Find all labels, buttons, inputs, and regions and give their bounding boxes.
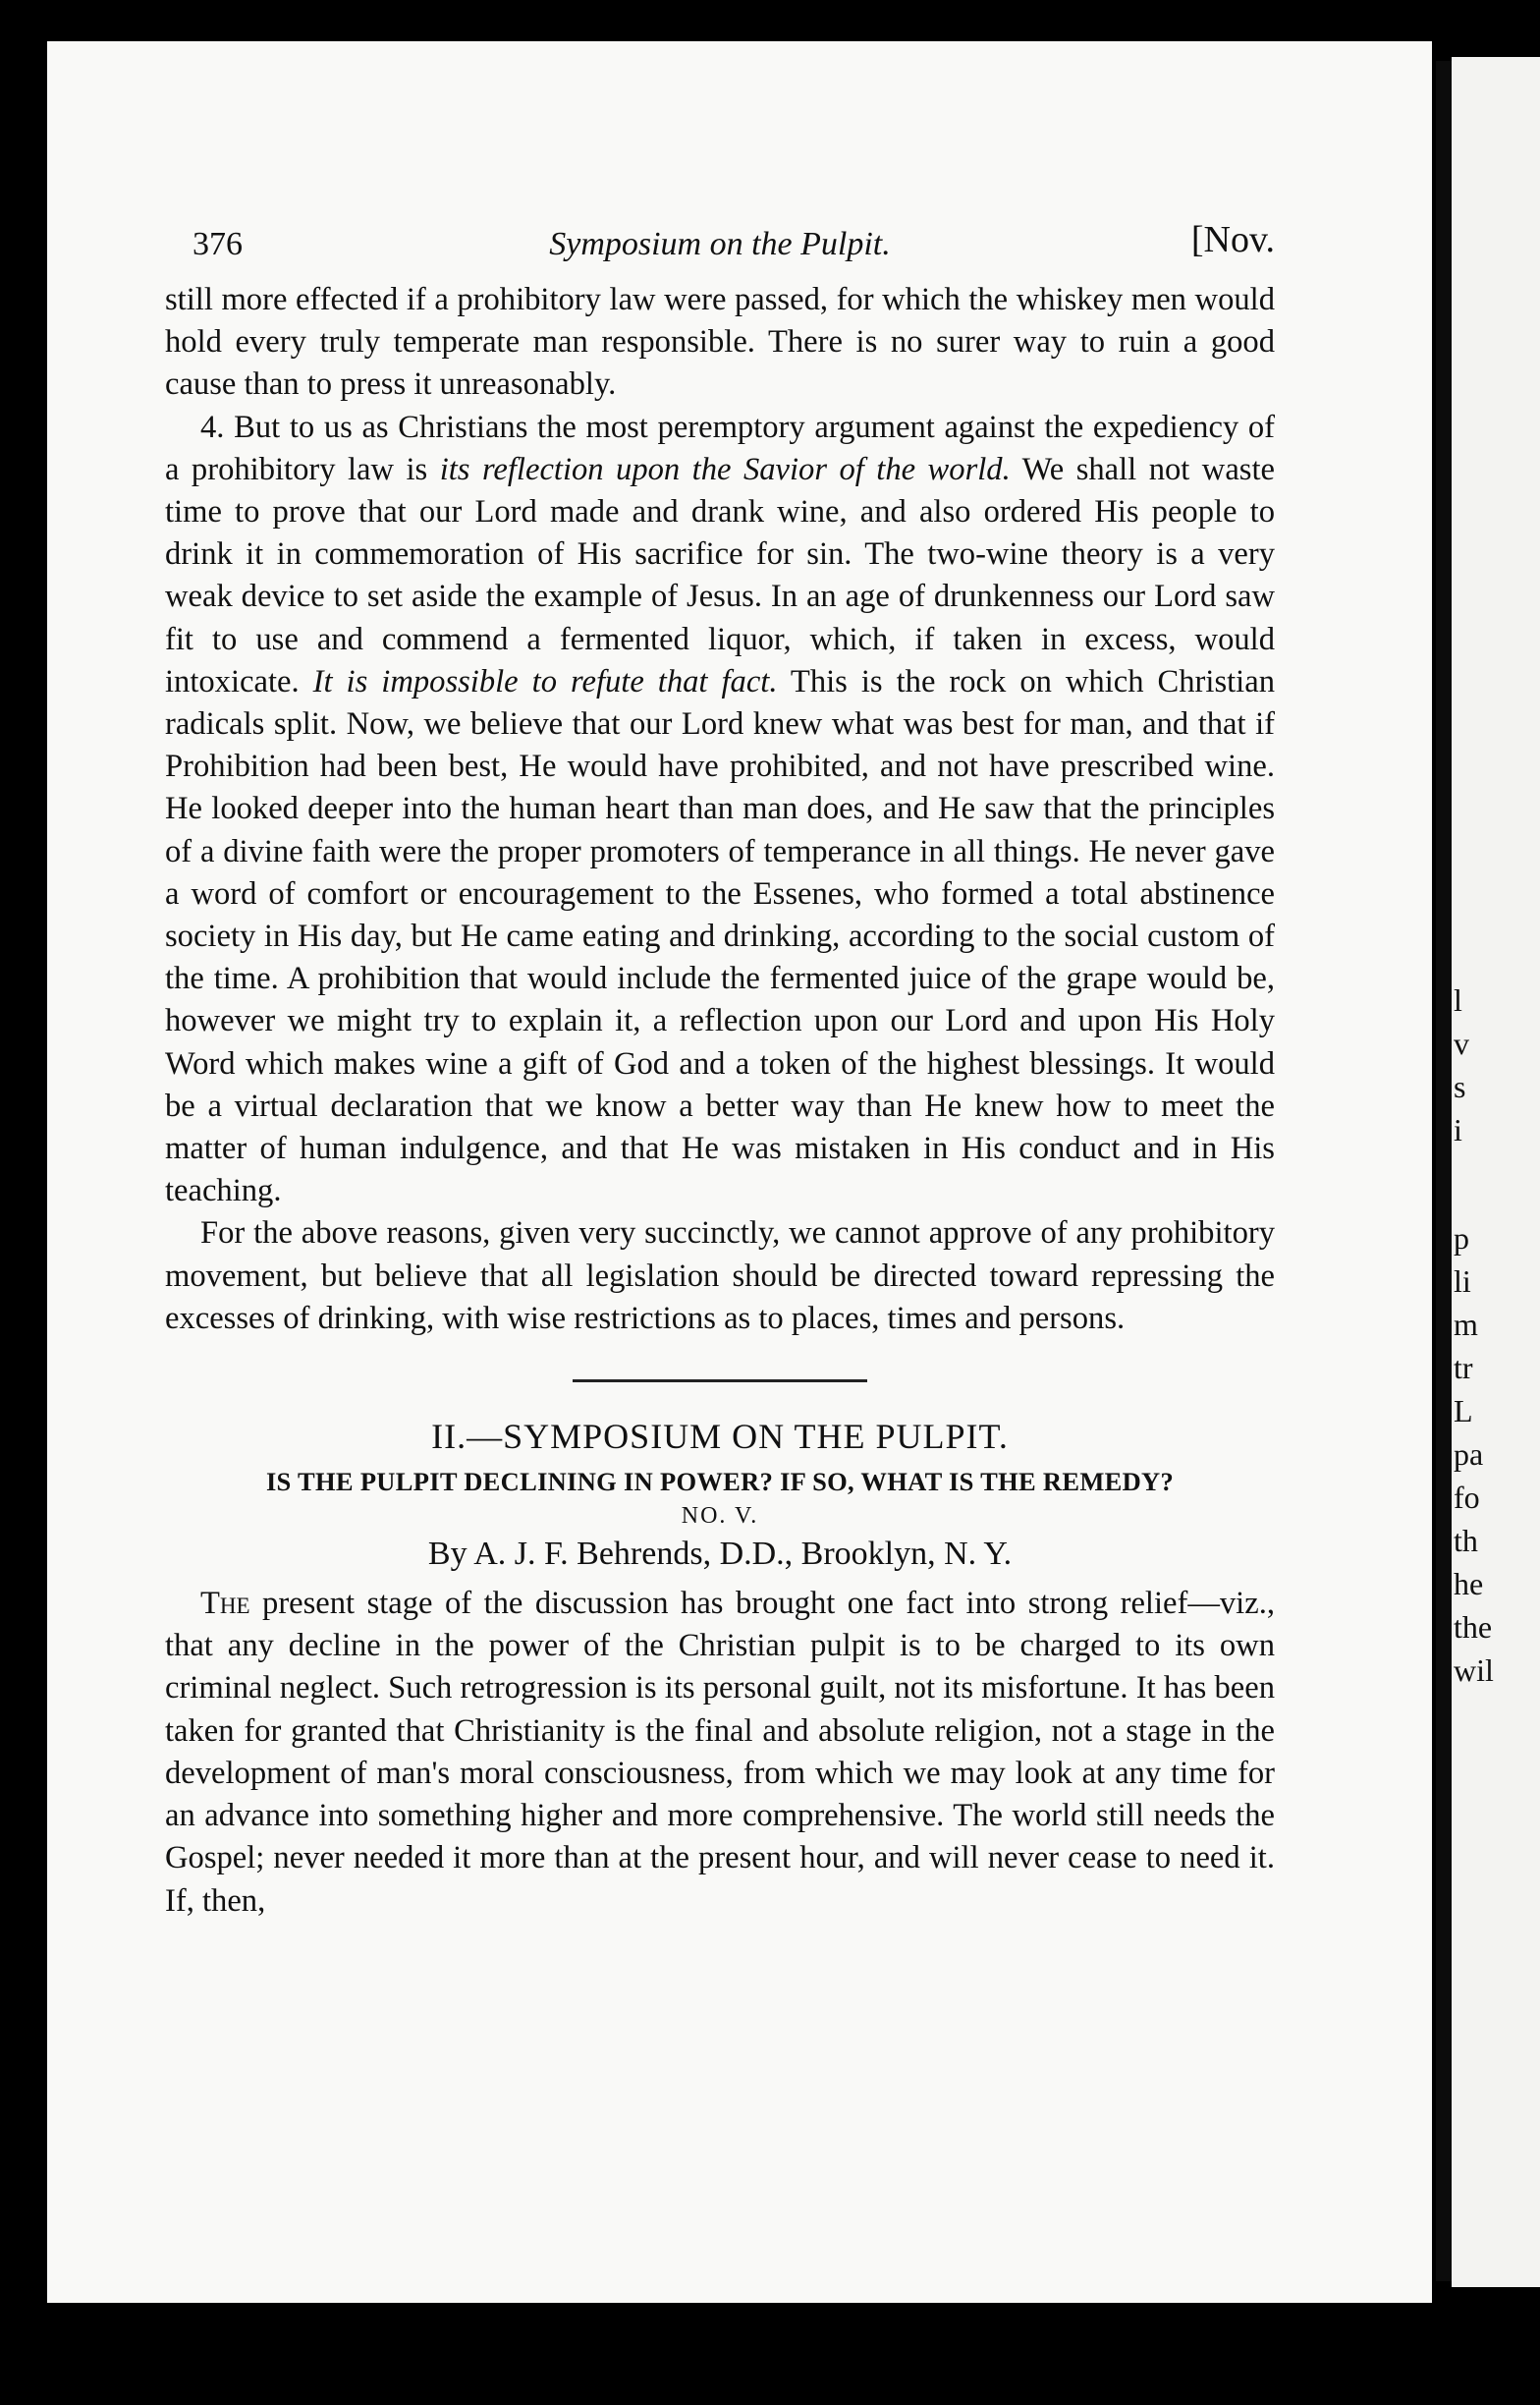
running-head bbox=[165, 210, 1275, 279]
facing-page-edge bbox=[1452, 57, 1540, 2287]
facing-page-fragment: li bbox=[1454, 1263, 1471, 1299]
emphasis-text: its reflection upon the Savior of the world. bbox=[439, 451, 1011, 487]
lead-word: The bbox=[200, 1586, 250, 1622]
page-number: 376 bbox=[192, 226, 243, 262]
section-question: IS THE PULPIT DECLINING IN POWER? IF SO, WHAT IS THE REMEDY? bbox=[265, 1467, 1175, 1497]
paragraph-text: We shall not waste time to prove that our Lord made and drank wine, and also ordered His people to drink it in commemoration of His sacrifice for sin. The two-wine theory is a very weak device to set aside the example of Jesus. In an age of drunkenness our Lord saw fit to use and commend a fermented liquor, which, if taken in excess, would intoxicate. bbox=[165, 451, 1275, 699]
paragraph bbox=[165, 279, 1275, 407]
running-title: Symposium on the Pulpit. bbox=[549, 226, 891, 262]
paragraph bbox=[165, 1212, 1275, 1340]
facing-page-fragment: the bbox=[1454, 1609, 1493, 1645]
facing-page-fragment: he bbox=[1454, 1566, 1484, 1601]
author-byline: By A. J. F. Behrends, D.D., Brooklyn, N. Y. bbox=[427, 1536, 1013, 1573]
paragraph-text: present stage of the discussion has brought one fact into strong relief—viz., that any decline in the power of the Christian pulpit is to be charged to its own criminal neglect. Such retrogression is its personal guilt, not its misfortune. It has been taken for granted that Christianity is the final and absolute religion, not a stage in the development of man's moral consciousness, from which we may look at any time for an advance into something higher and more comprehensive. The world still needs the Gospel; never needed it more than at the present hour, and will never cease to need it. If, then, bbox=[165, 1586, 1275, 1919]
facing-page-fragment: l bbox=[1454, 982, 1462, 1018]
running-month: [Nov. bbox=[1190, 219, 1275, 260]
paragraph-text: still more effected if a prohibitory law were passed, for which the whiskey men would hold every truly temperate man responsible. There is no surer way to ruin a good cause than to press it unreasonably. bbox=[165, 282, 1275, 403]
facing-page-fragment: fo bbox=[1454, 1480, 1480, 1515]
section-title: II.—SYMPOSIUM ON THE PULPIT. bbox=[431, 1417, 1009, 1457]
facing-page-fragment: p bbox=[1454, 1220, 1469, 1256]
facing-page-fragment: L bbox=[1454, 1393, 1473, 1428]
facing-page-fragment: i bbox=[1454, 1112, 1462, 1147]
paragraph bbox=[165, 407, 1275, 1213]
facing-page-fragment: th bbox=[1454, 1523, 1478, 1558]
article-body bbox=[165, 279, 1275, 1340]
page-content bbox=[165, 210, 1275, 1923]
section-divider bbox=[573, 1379, 867, 1382]
paragraph-text: 4. But to us as Christians the most peremptory argument against the expediency of a prohibitory law is bbox=[165, 409, 1275, 487]
page-gutter bbox=[1436, 61, 1452, 2281]
paragraph bbox=[165, 1583, 1275, 1923]
facing-page-fragment: tr bbox=[1454, 1350, 1473, 1385]
facing-page-fragment: wil bbox=[1454, 1652, 1494, 1688]
paragraph-text: For the above reasons, given very succinctly, we cannot approve of any prohibitory movement, but believe that all legislation should be directed toward repressing the excesses of drinking, with wise restrictions as to places, times and persons. bbox=[165, 1215, 1275, 1336]
facing-page-fragment: s bbox=[1454, 1069, 1466, 1104]
section-body bbox=[165, 1583, 1275, 1923]
section-number: NO. V. bbox=[681, 1503, 759, 1530]
paragraph-text: This is the rock on which Christian radicals split. Now, we believe that our Lord knew what was best for man, and that if Prohibition had been best, He would have prohibited, and not have prescribed wine. He looked deeper into the human heart than man does, and He saw that the principles of a divine faith were the proper promoters of temperance in all things. He never gave a word of comfort or encouragement to the Essenes, who formed a total abstinence society in His day, but He came eating and drinking, according to the social custom of the time. A prohibition that would include the fermented juice of the grape would be, however we might try to explain it, a reflection upon our Lord and upon His Holy Word which makes wine a gift of God and a token of the highest blessings. It would be a virtual declaration that we know a better way than He knew how to meet the matter of human indulgence, and that He was mistaken in His conduct and in His teaching. bbox=[165, 663, 1275, 1209]
emphasis-text: It is impossible to refute that fact. bbox=[312, 663, 778, 699]
facing-page-fragment: pa bbox=[1454, 1436, 1484, 1472]
facing-page-fragment: m bbox=[1454, 1307, 1478, 1342]
facing-page-fragment: v bbox=[1454, 1026, 1469, 1061]
